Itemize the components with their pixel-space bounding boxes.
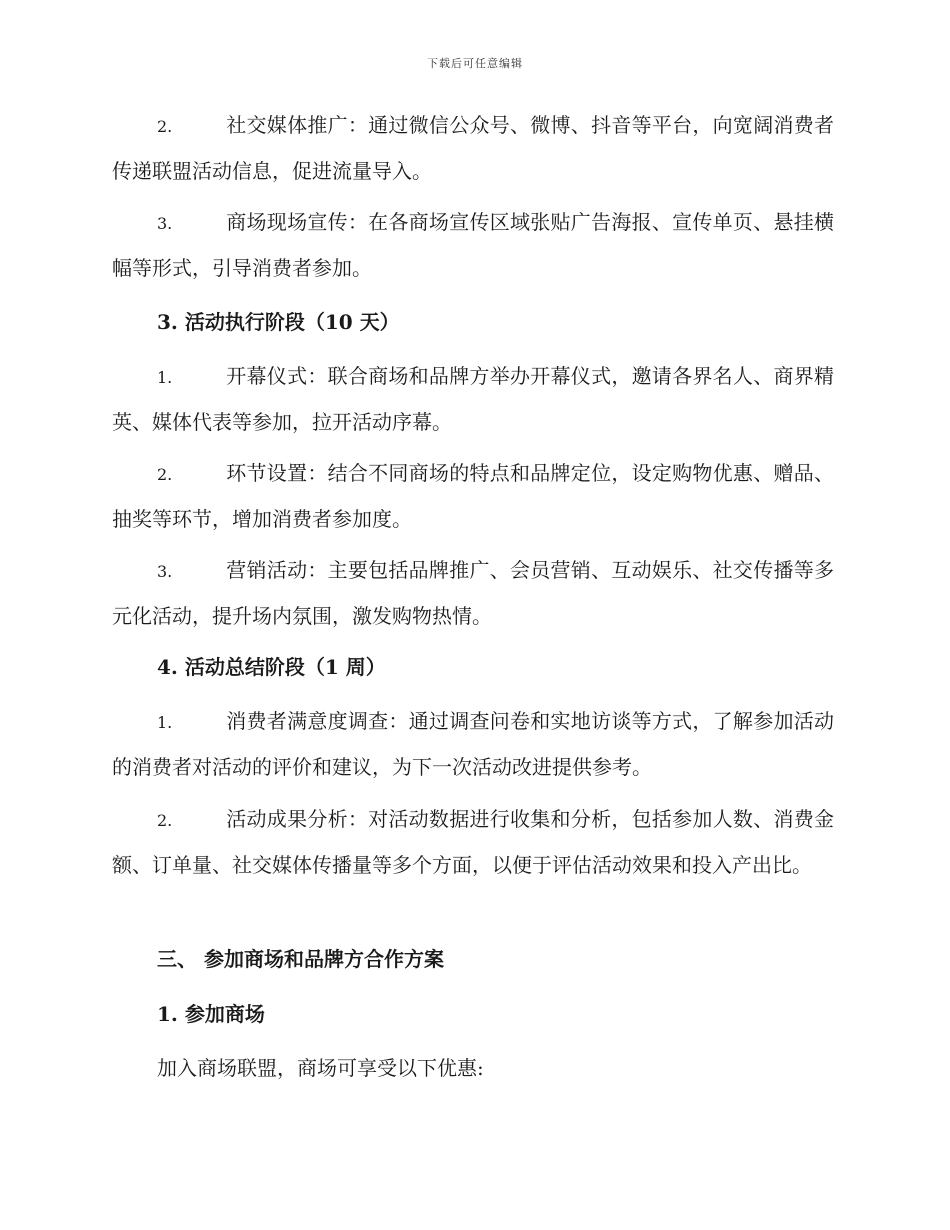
- section-heading-summary: 4. 活动总结阶段（1 周）: [157, 655, 386, 679]
- list-item-onsite-promo: [112, 200, 834, 290]
- section-heading-cooperation: 三、 参加商场和品牌方合作方案: [157, 947, 444, 971]
- list-number: 2.: [157, 811, 173, 830]
- list-item-text: 环节设置：结合不同商场的特点和品牌定位，设定购物优惠、赠品、抽奖等环节，增加消费者参加度。: [112, 461, 834, 531]
- list-item-segments: [112, 451, 834, 541]
- list-item-text: 商场现场宣传：在各商场宣传区域张贴广告海报、宣传单页、悬挂横幅等形式，引导消费者参加。: [112, 210, 834, 280]
- list-item-social-media: [112, 103, 834, 193]
- list-item-opening: [112, 354, 834, 444]
- list-number: 1.: [157, 368, 173, 387]
- list-item-text: 开幕仪式：联合商场和品牌方举办开幕仪式，邀请各界名人、商界精英、媒体代表等参加，拉开活动序幕。: [112, 364, 834, 434]
- list-number: 3.: [157, 214, 173, 233]
- list-number: 1.: [157, 713, 173, 732]
- list-item-survey: [112, 699, 834, 789]
- list-item-marketing: [112, 548, 834, 638]
- body-paragraph-join: 加入商场联盟，商场可享受以下优惠:: [157, 1056, 484, 1080]
- page-header: 下载后可任意编辑: [427, 57, 523, 70]
- list-item-text: 消费者满意度调查：通过调查问卷和实地访谈等方式，了解参加活动的消费者对活动的评价和建议，为下一次活动改进提供参考。: [112, 709, 834, 779]
- subsection-heading-mall: 1. 参加商场: [157, 1002, 265, 1026]
- list-number: 2.: [157, 117, 173, 136]
- list-item-text: 社交媒体推广：通过微信公众号、微博、抖音等平台，向宽阔消费者传递联盟活动信息，促进流量导入。: [112, 113, 834, 183]
- list-item-text: 活动成果分析：对活动数据进行收集和分析，包括参加人数、消费金额、订单量、社交媒体传播量等多个方面，以便于评估活动效果和投入产出比。: [112, 807, 834, 877]
- section-heading-execution: 3. 活动执行阶段（10 天）: [157, 310, 400, 334]
- list-item-text: 营销活动：主要包括品牌推广、会员营销、互动娱乐、社交传播等多元化活动，提升场内氛围，激发购物热情。: [112, 558, 834, 628]
- list-number: 3.: [157, 562, 173, 581]
- list-number: 2.: [157, 465, 173, 484]
- list-item-analysis: [112, 797, 834, 887]
